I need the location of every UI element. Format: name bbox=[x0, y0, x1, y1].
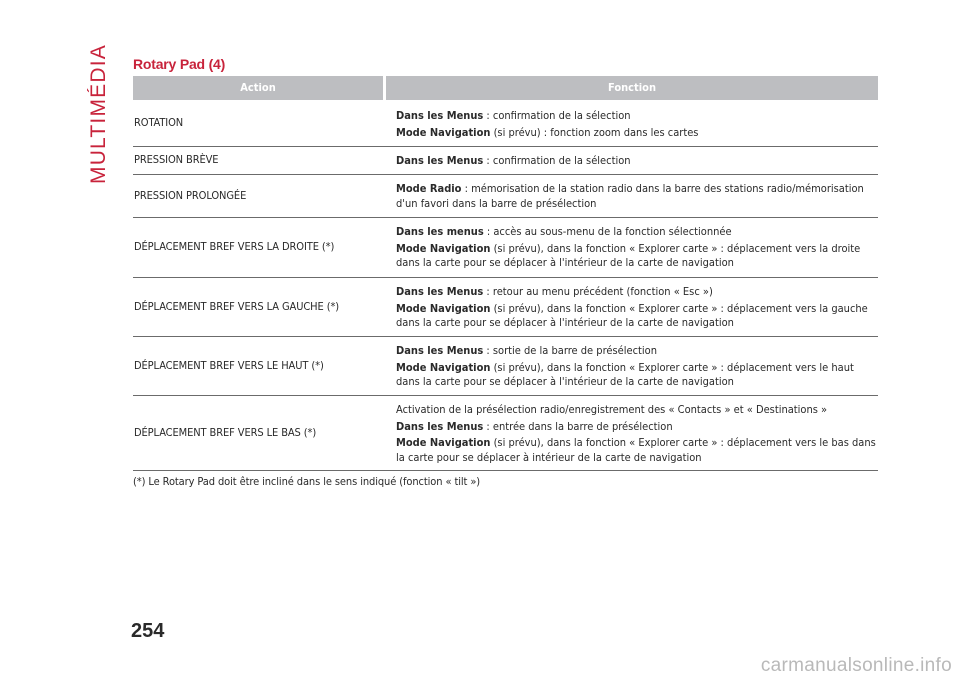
table-header bbox=[133, 76, 878, 100]
description: : accès au sous-menu de la fonction sélectionnée bbox=[483, 225, 732, 238]
description: (si prévu), dans la fonction « Explorer carte » : déplacement vers le bas dans la carte pour se déplacer à intérieur de la carte de navigation bbox=[396, 436, 876, 464]
page-number: 254 bbox=[131, 620, 165, 642]
action-cell: PRESSION BRÈVE bbox=[134, 153, 219, 167]
keyword: Dans les Menus bbox=[396, 419, 484, 433]
keyword: Dans les Menus bbox=[396, 285, 484, 298]
table-row bbox=[133, 337, 878, 396]
header-action: Action bbox=[133, 76, 383, 100]
table-row bbox=[133, 147, 878, 175]
function-cell bbox=[396, 147, 878, 174]
footnote: (*) Le Rotary Pad doit être incliné dans le sens indiqué (fonction « tilt ») bbox=[133, 475, 481, 488]
description: : confirmation de la sélection bbox=[483, 154, 631, 167]
keyword: Dans les Menus bbox=[396, 344, 484, 357]
header-fonction: Fonction bbox=[386, 76, 878, 100]
keyword: Dans les Menus bbox=[396, 109, 484, 122]
description: : entrée dans la barre de présélection bbox=[483, 419, 673, 433]
function-cell bbox=[396, 396, 878, 470]
description: : sortie de la barre de présélection bbox=[483, 344, 657, 357]
keyword: Mode Navigation bbox=[396, 301, 491, 315]
action-cell: PRESSION PROLONGÉE bbox=[134, 188, 247, 202]
keyword: Mode Radio bbox=[396, 182, 462, 195]
action-cell: DÉPLACEMENT BREF VERS LA GAUCHE (*) bbox=[134, 299, 340, 313]
keyword: Mode Navigation bbox=[396, 125, 491, 139]
table-row bbox=[133, 396, 878, 471]
action-cell: DÉPLACEMENT BREF VERS LE HAUT (*) bbox=[134, 358, 324, 372]
action-cell: DÉPLACEMENT BREF VERS LE BAS (*) bbox=[134, 425, 317, 439]
description: (si prévu) : fonction zoom dans les cartes bbox=[490, 125, 699, 139]
function-cell bbox=[396, 101, 878, 146]
function-cell bbox=[396, 218, 878, 277]
function-cell bbox=[396, 175, 878, 217]
side-tab-multimedia: MULTIMÉDIA bbox=[87, 44, 110, 184]
description: : mémorisation de la station radio dans la barre des stations radio/mémorisation d'un favori dans la barre de présélection bbox=[396, 182, 864, 210]
description: : confirmation de la sélection bbox=[483, 109, 631, 122]
keyword: Mode Navigation bbox=[396, 436, 491, 449]
rotary-pad-table bbox=[133, 76, 878, 471]
description: Activation de la présélection radio/enregistrement des « Contacts » et « Destinations » bbox=[396, 403, 828, 416]
table-row bbox=[133, 278, 878, 337]
keyword: Dans les Menus bbox=[396, 154, 484, 167]
table-row bbox=[133, 175, 878, 218]
section-title: Rotary Pad (4) bbox=[133, 56, 226, 72]
function-cell bbox=[396, 337, 878, 395]
table-row bbox=[133, 218, 878, 278]
description: (si prévu), dans la fonction « Explorer carte » : déplacement vers la gauche dans la carte pour se déplacer à l'intérieur de la carte de navigation bbox=[396, 301, 868, 329]
keyword: Mode Navigation bbox=[396, 241, 491, 255]
description: : retour au menu précédent (fonction « Esc ») bbox=[483, 285, 713, 298]
description: (si prévu), dans la fonction « Explorer carte » : déplacement vers la droite dans la carte pour se déplacer à l'intérieur de la carte de navigation bbox=[396, 241, 861, 269]
keyword: Dans les menus bbox=[396, 225, 484, 238]
table-row bbox=[133, 101, 878, 147]
function-cell bbox=[396, 278, 878, 336]
action-cell: DÉPLACEMENT BREF VERS LA DROITE (*) bbox=[134, 240, 335, 254]
description: (si prévu), dans la fonction « Explorer carte » : déplacement vers le haut dans la carte pour se déplacer à l'intérieur de la carte de navigation bbox=[396, 360, 854, 388]
watermark: carmanualsonline.info bbox=[760, 655, 952, 676]
action-cell: ROTATION bbox=[134, 116, 184, 130]
keyword: Mode Navigation bbox=[396, 360, 491, 374]
